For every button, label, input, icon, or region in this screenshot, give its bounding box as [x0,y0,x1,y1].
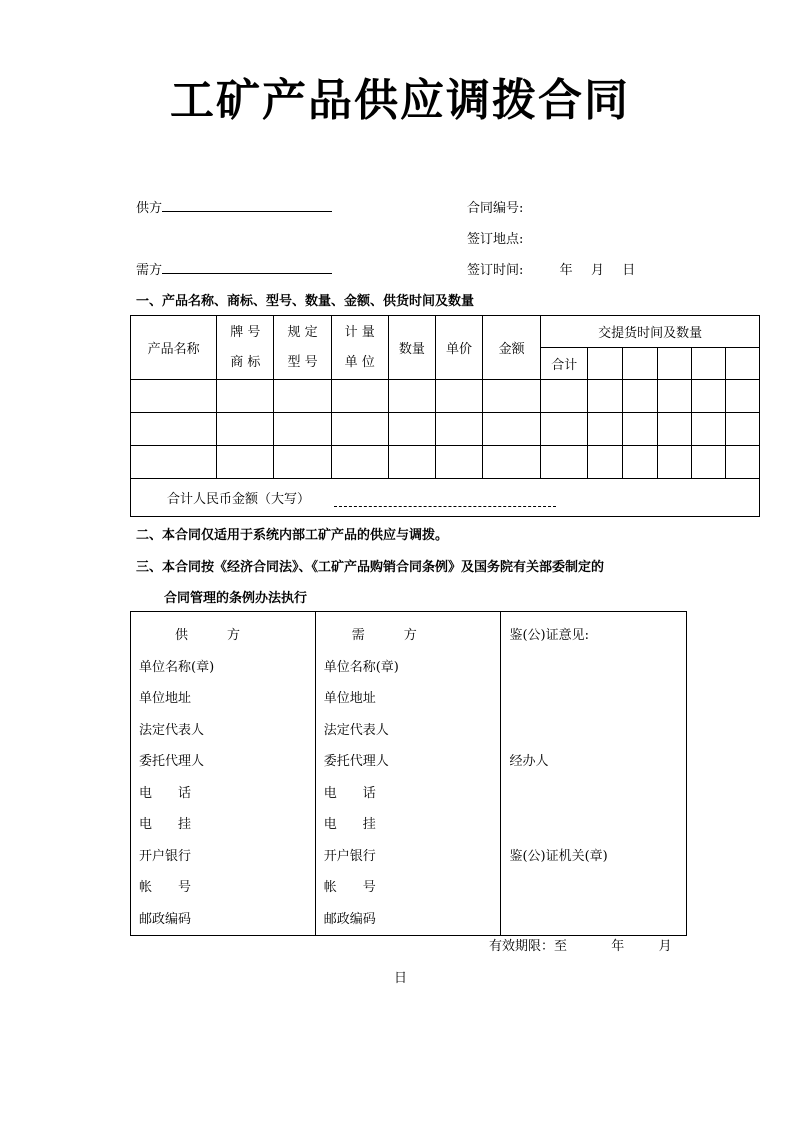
cell[interactable] [691,413,725,446]
validity-year: 年 [611,939,625,954]
col-brand [217,316,274,380]
cell[interactable] [331,380,388,413]
col-quantity: 数量 [388,316,435,380]
cell[interactable] [541,446,588,479]
col-unit-line2: 单 位 [344,354,375,370]
cell [623,348,657,380]
buyer-postcode[interactable]: 邮政编码 [323,911,376,927]
cell[interactable] [541,413,588,446]
validity-month: 月 [658,939,672,954]
buyer-agent[interactable]: 委托代理人 [323,754,389,769]
buyer-label: 需方 [136,263,163,278]
buyer-unit-name[interactable]: 单位名称(章) [323,659,399,675]
cell[interactable] [483,380,541,413]
sign-year: 年 [559,263,573,278]
col-product-name: 产品名称 [131,316,217,380]
cell[interactable] [541,380,588,413]
cell[interactable] [435,446,482,479]
product-table [130,315,760,517]
cell[interactable] [588,413,623,446]
cell[interactable] [657,446,691,479]
supplier-phone[interactable]: 电 话 [139,785,192,801]
buyer-phone[interactable]: 电 话 [323,785,376,801]
cell[interactable] [691,380,725,413]
table-row [131,413,760,446]
cell[interactable] [657,413,691,446]
buyer-legal-rep[interactable]: 法定代表人 [323,722,389,738]
table-row [131,446,760,479]
cell[interactable] [274,380,331,413]
cell[interactable] [331,413,388,446]
col-spec-line1: 规 定 [287,324,318,340]
cell[interactable] [588,446,623,479]
col-unit-line1: 计 量 [344,324,375,340]
buyer-header: 需 方 [351,628,417,643]
notary-column [501,612,687,936]
cell[interactable] [483,446,541,479]
supplier-field[interactable] [136,197,332,216]
cell[interactable] [388,380,435,413]
validity-label: 有效期限：至 [489,939,568,954]
buyer-bank[interactable]: 开户银行 [323,848,376,864]
cell[interactable] [691,446,725,479]
cell [691,348,725,380]
col-brand-line1: 牌 号 [230,324,261,340]
sign-place-label: 签订地点: [467,232,524,247]
cell[interactable] [483,413,541,446]
cell[interactable] [274,446,331,479]
buyer-telegraph[interactable]: 电 挂 [323,817,376,832]
total-rmb-blank[interactable] [334,505,556,507]
buyer-column [315,612,501,936]
supplier-postcode[interactable]: 邮政编码 [139,911,192,927]
cell[interactable] [725,446,759,479]
notary-handler[interactable]: 经办人 [509,754,549,769]
supplier-bank[interactable]: 开户银行 [139,848,192,864]
cell[interactable] [217,380,274,413]
validity-line [489,935,672,954]
col-delivery-schedule: 交提货时间及数量 [541,316,760,348]
cell [725,348,759,380]
sign-month: 月 [590,263,604,278]
col-unit-price: 单价 [435,316,482,380]
supplier-unit-name[interactable]: 单位名称(章) [139,659,215,675]
cell [588,348,623,380]
col-total: 合计 [541,348,588,380]
col-unit [331,316,388,380]
cell[interactable] [657,380,691,413]
supplier-label: 供方 [136,201,163,216]
notary-opinion[interactable]: 鉴(公)证意见: [509,628,589,643]
cell[interactable] [623,446,657,479]
cell[interactable] [725,413,759,446]
col-brand-line2: 商 标 [230,354,261,370]
col-spec [274,316,331,380]
sign-time-label: 签订时间: [467,263,524,278]
buyer-blank[interactable] [162,260,332,274]
col-amount: 金额 [483,316,541,380]
sign-day: 日 [622,263,636,278]
supplier-column [131,612,316,936]
cell[interactable] [388,446,435,479]
supplier-header: 供 方 [175,628,241,643]
document-title: 工矿产品供应调拨合同 [170,75,630,126]
cell[interactable] [623,413,657,446]
cell[interactable] [435,380,482,413]
total-rmb-row [131,479,760,517]
cell[interactable] [588,380,623,413]
notary-office[interactable]: 鉴(公)证机关(章) [509,848,608,864]
cell[interactable] [725,380,759,413]
supplier-account[interactable]: 帐 号 [139,880,192,895]
cell[interactable] [131,446,217,479]
col-spec-line2: 型 号 [287,354,318,370]
buyer-account[interactable]: 帐 号 [323,880,376,895]
supplier-blank[interactable] [162,198,332,212]
supplier-address[interactable]: 单位地址 [139,691,192,706]
cell[interactable] [623,380,657,413]
section-3-text-line1: 三、本合同按《经济合同法》、《工矿产品购销合同条例》及国务院有关部委制定的 [136,560,605,575]
supplier-legal-rep[interactable]: 法定代表人 [139,722,205,738]
cell[interactable] [331,446,388,479]
validity-day: 日 [394,971,408,986]
cell[interactable] [217,413,274,446]
cell[interactable] [131,413,217,446]
sign-time-field [467,259,635,278]
contract-no-label: 合同编号: [467,201,524,216]
buyer-address[interactable]: 单位地址 [323,691,376,706]
cell [657,348,691,380]
section-2-text: 二、本合同仅适用于系统内部工矿产品的供应与调拨。 [136,528,449,543]
supplier-telegraph[interactable]: 电 挂 [139,817,192,832]
section-1-heading: 一、产品名称、商标、型号、数量、金额、供货时间及数量 [136,294,475,309]
section-3-text-line2: 合同管理的条例办法执行 [164,591,308,606]
total-rmb-label: 合计人民币金额（大写） [167,492,311,507]
signature-table [130,611,687,936]
cell[interactable] [388,413,435,446]
supplier-agent[interactable]: 委托代理人 [139,754,205,769]
cell[interactable] [217,446,274,479]
cell[interactable] [435,413,482,446]
table-row [131,380,760,413]
cell[interactable] [274,413,331,446]
buyer-field[interactable] [136,259,332,278]
cell[interactable] [131,380,217,413]
